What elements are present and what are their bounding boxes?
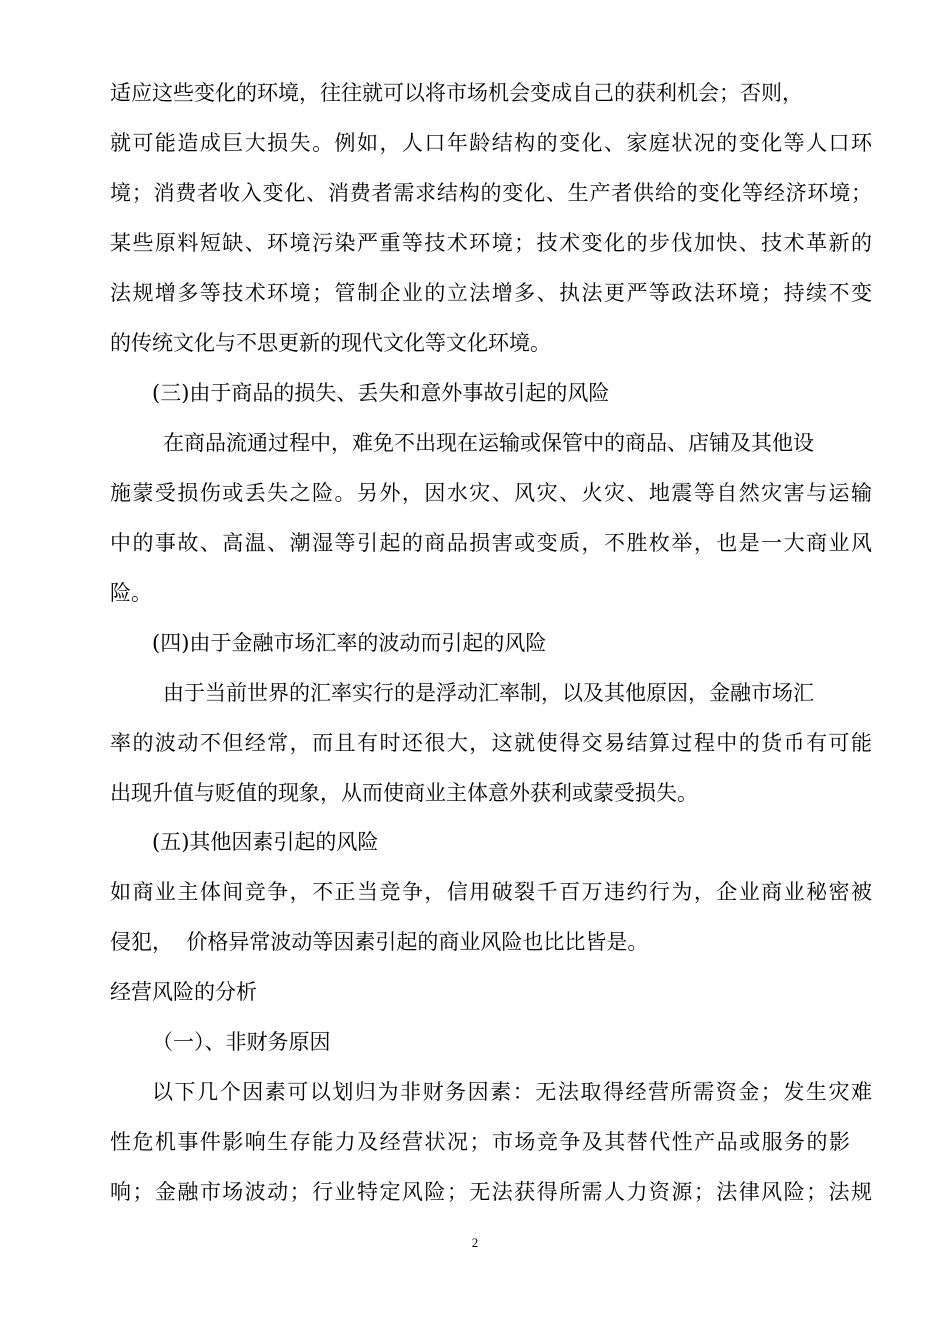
paragraph-line: 性危机事件影响生存能力及经营状况；市场竞争及其替代性产品或服务的影	[110, 1130, 850, 1154]
section-heading: (三)由于商品的损失、丢失和意外事故引起的风险	[152, 381, 610, 405]
section-heading: 经营风险的分析	[110, 980, 257, 1004]
paragraph-line: 适应这些变化的环境，往往就可以将市场机会变成自己的获利机会；否则，	[110, 81, 803, 105]
paragraph-line: 中的事故、高温、潮湿等引起的商品损害或变质，不胜枚举，也是一大商业风	[110, 531, 872, 555]
paragraph-line: 由于当前世界的汇率实行的是浮动汇率制，以及其他原因，金融市场汇	[163, 681, 814, 705]
page-number: 2	[471, 1235, 479, 1250]
subsection-heading: （一）、非财务原因	[152, 1030, 331, 1054]
paragraph-line: 率的波动不但经常，而且有时还很大，这就使得交易结算过程中的货币有可能	[110, 731, 872, 755]
paragraph-line: 出现升值与贬值的现象，从而使商业主体意外获利或蒙受损失。	[110, 781, 698, 805]
paragraph-line: 境；消费者收入变化、消费者需求结构的变化、生产者供给的变化等经济环境；	[110, 181, 872, 205]
section-heading: (五)其他因素引起的风险	[152, 830, 379, 854]
paragraph-line: 以下几个因素可以划归为非财务因素：无法取得经营所需资金；发生灾难	[152, 1080, 872, 1104]
paragraph-line: 法规增多等技术环境；管制企业的立法增多、执法更严等政法环境；持续不变	[110, 281, 872, 305]
paragraph-line: 的传统文化与不思更新的现代文化等文化环境。	[110, 331, 551, 355]
paragraph-line: 侵犯， 价格异常波动等因素引起的商业风险也比比皆是。	[110, 930, 649, 954]
paragraph-line: 险。	[110, 581, 152, 605]
paragraph-line: 响；金融市场波动；行业特定风险；无法获得所需人力资源；法律风险；法规	[110, 1180, 872, 1204]
paragraph-line: 某些原料短缺、环境污染严重等技术环境；技术变化的步伐加快、技术革新的	[110, 231, 872, 255]
section-heading: (四)由于金融市场汇率的波动而引起的风险	[152, 631, 547, 655]
paragraph-line: 在商品流通过程中，难免不出现在运输或保管中的商品、店铺及其他设	[163, 431, 814, 455]
paragraph-line: 施蒙受损伤或丢失之险。另外，因水灾、风灾、火灾、地震等自然灾害与运输	[110, 481, 872, 505]
paragraph-line: 如商业主体间竞争，不正当竞争，信用破裂千百万违约行为，企业商业秘密被	[110, 880, 872, 904]
paragraph-line: 就可能造成巨大损失。例如，人口年龄结构的变化、家庭状况的变化等人口环	[110, 131, 872, 155]
